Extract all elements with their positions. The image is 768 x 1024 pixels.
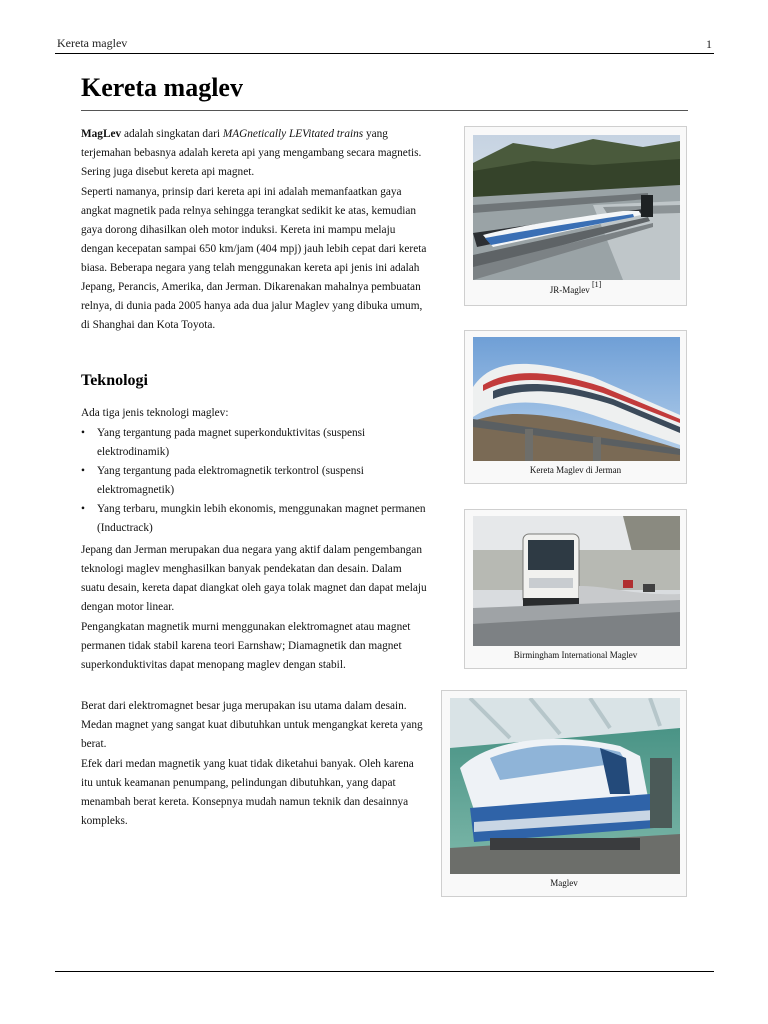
- lead-paragraph: [81, 125, 428, 182]
- paragraph-5: Berat dari elektromagnet besar juga merupakan isu utama dalam desain. Medan magnet yang sangat kuat dibutuhkan untuk mengangkat kereta yang berat.: [81, 700, 423, 750]
- technology-list: [81, 424, 428, 538]
- header-rule: [55, 53, 714, 54]
- maglev-workshop-photo[interactable]: [450, 698, 680, 874]
- list-item-text: Yang tergantung pada magnet superkonduktivitas (suspensi elektrodinamik): [97, 427, 366, 458]
- page-title: Kereta maglev: [81, 73, 243, 102]
- list-item: [81, 500, 428, 538]
- birmingham-maglev-photo[interactable]: [473, 516, 680, 646]
- bullet-icon: •: [81, 465, 85, 477]
- paragraph-3: Jepang dan Jerman merupakan dua negara yang aktif dalam pengembangan teknologi maglev menghasilkan banyak pendekatan dan desain. Dalam suatu desain, kereta dapat diangkat oleh gaya tolak magnet dan dapat melaju dengan motor linear.: [81, 544, 427, 613]
- paragraph-4: Pengangkatan magnetik murni menggunakan elektromagnet atau magnet permanen tidak stabil karena teori Earnshaw; Diamagnetik dan magnet superkonduktivitas dapat menopang maglev dengan stabil.: [81, 621, 411, 671]
- list-item: [81, 462, 428, 500]
- bullet-icon: •: [81, 427, 85, 439]
- bullet-icon: •: [81, 503, 85, 515]
- lead-term: MagLev: [81, 128, 122, 140]
- section-intro: Ada tiga jenis teknologi maglev:: [81, 407, 229, 419]
- figure-caption: Maglev: [550, 878, 578, 888]
- lead-expansion: MAGnetically LEVitated trains: [222, 128, 364, 140]
- paragraph-2: Seperti namanya, prinsip dari kereta api ini adalah memanfaatkan gaya angkat magnetik pada relnya sehingga terangkat sedikit ke atas, kemudian gaya dorong dihasilkan oleh motor induksi. Kereta ini mampu melaju dengan kecepatan sampai 650 km/jam (404 mpj) jauh lebih cepat dari kereta biasa. Beberapa negara yang telah menggunakan kereta api jenis ini adalah Jepang, Perancis, Amerika, dan Jerman. Dikarenakan mahalnya pembuatan relnya, di dunia pada 2005 hanya ada dua jalur Maglev yang dibuka umum, di Shanghai dan Kota Toyota.: [81, 186, 427, 331]
- figure-caption: Birmingham International Maglev: [513, 650, 638, 660]
- transrapid-photo[interactable]: [473, 337, 680, 461]
- list-item-text: Yang tergantung pada elektromagnetik terkontrol (suspensi elektromagnetik): [97, 465, 364, 496]
- figure-caption: Kereta Maglev di Jerman: [529, 465, 622, 475]
- paragraph-6: Efek dari medan magnetik yang kuat tidak diketahui banyak. Oleh karena itu untuk keamanan penumpang, pelindungan dibutuhkan, yang dapat menambah berat kereta. Konsepnya mudah namun teknik dan desainnya kompleks.: [81, 758, 414, 827]
- running-title: Kereta maglev: [57, 36, 128, 50]
- figure-maglev-workshop: [441, 690, 687, 897]
- figure-birmingham-maglev: [464, 509, 687, 669]
- reference-link[interactable]: [1]: [591, 280, 602, 289]
- lead-text-1: adalah singkatan dari: [121, 128, 223, 140]
- footer-rule: [55, 971, 714, 972]
- figure-jr-maglev: [464, 126, 687, 306]
- figure-caption: [465, 282, 686, 295]
- lead-text-2: yang terjemahan bebasnya adalah kereta api yang mengambang secara magnetis. Sering juga disebut kereta api magnet.: [81, 128, 422, 178]
- list-item: [81, 424, 428, 462]
- list-item-text: Yang terbaru, mungkin lebih ekonomis, menggunakan magnet permanen (Inductrack): [97, 503, 426, 534]
- figure-transrapid: [464, 330, 687, 484]
- title-rule: [81, 110, 688, 111]
- caption-text: JR-Maglev: [549, 285, 590, 295]
- section-heading-teknologi: Teknologi: [81, 372, 148, 389]
- running-header: [57, 36, 713, 52]
- page-number: 1: [706, 37, 712, 51]
- jr-maglev-photo[interactable]: [473, 135, 680, 280]
